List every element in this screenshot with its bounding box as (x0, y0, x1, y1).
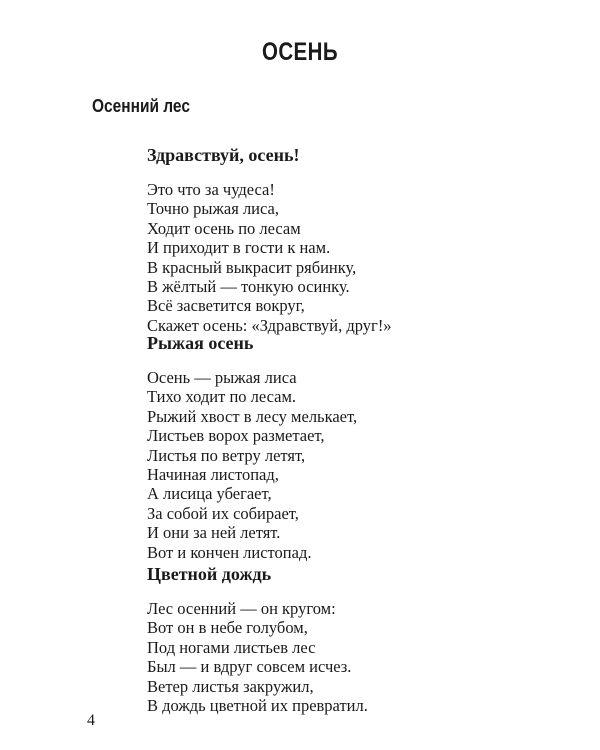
poem-line: Листьев ворох разметает, (147, 426, 325, 446)
poem-line: И приходит в гости к нам. (147, 238, 331, 258)
poem-line: Скажет осень: «Здравствуй, друг!» (147, 315, 392, 335)
poem-line: Это что за чудеса! (147, 180, 275, 199)
poem-line: Вот он в небе голубом, (147, 618, 308, 638)
poem-lines (147, 180, 392, 335)
poem-line: Точно рыжая лиса, (147, 199, 279, 219)
section-title: Осенний лес (92, 96, 190, 116)
poem-line: Лес осенний — он кругом: (147, 599, 336, 618)
chapter-title: ОСЕНЬ (261, 38, 339, 66)
poem-line: Всё засветится вокруг, (147, 296, 305, 316)
poem-line: Тихо ходит по лесам. (147, 387, 297, 407)
poem-lines (147, 599, 368, 715)
poem-line: Начиная листопад, (147, 465, 279, 485)
poem-line: За собой их собирает, (147, 503, 299, 523)
poem-line: Осень — рыжая лиса (147, 368, 297, 387)
poem-line: Был — и вдруг совсем исчез. (147, 657, 352, 677)
poem-line: Под ногами листьев лес (147, 637, 316, 657)
poem-title: Рыжая осень (147, 333, 254, 353)
poem-line: В жёлтый — тонкую осинку. (147, 277, 350, 297)
poem-line: В красный выкрасит рябинку, (147, 257, 357, 277)
poem-line: В дождь цветной их превратил. (147, 696, 368, 716)
poem-line: Вот и кончен листопад. (147, 542, 312, 562)
poem-line: Листья по ветру летят, (147, 445, 306, 465)
poem-line: Ветер листья закружил, (147, 676, 314, 696)
page-number: 4 (87, 712, 95, 729)
poem-line: А лисица убегает, (147, 484, 272, 504)
poem (147, 563, 368, 715)
poem-title: Здравствуй, осень! (147, 145, 300, 165)
poem-title: Цветной дождь (147, 564, 272, 584)
poem-line: Рыжий хвост в лесу мелькает, (147, 406, 358, 426)
poem-lines (147, 368, 357, 562)
poem-line: Ходит осень по лесам (147, 218, 301, 238)
poem (147, 144, 392, 335)
poem (147, 332, 357, 562)
poem-line: И они за ней летят. (147, 523, 281, 543)
